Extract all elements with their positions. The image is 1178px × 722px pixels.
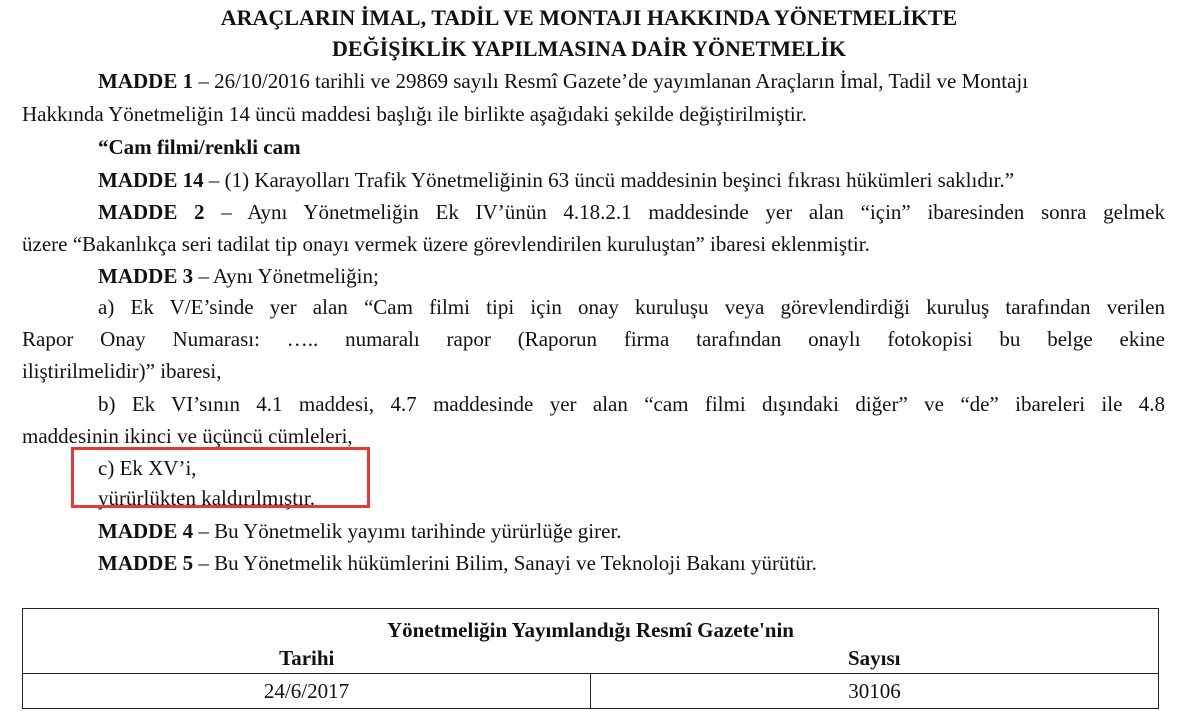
madde-3-b-line-1: b) Ek VI’sının 4.1 maddesi, 4.7 maddesinde yer alan “cam filmi dışındaki diğer” ve “de” ibareleri ile 4.8 bbox=[98, 392, 1165, 416]
madde-2-line-1: MADDE 2 – Aynı Yönetmeliğin Ek IV’ünün 4.18.2.1 maddesinde yer alan “için” ibaresinden sonra gelmek bbox=[98, 200, 1165, 224]
madde-14: MADDE 14 – (1) Karayolları Trafik Yönetmeliğinin 63 üncü maddesinin beşinci fıkrası hükümleri saklıdır.” bbox=[98, 168, 1015, 192]
madde-3-a-line-1: a) Ek V/E’sinde yer alan “Cam filmi tipi için onay kuruluşu veya görevlendirdiği kuruluş tarafından verilen bbox=[98, 295, 1165, 319]
quote-heading: “Cam filmi/renkli cam bbox=[98, 135, 301, 159]
madde-4: MADDE 4 – Bu Yönetmelik yayımı tarihinde yürürlüğe girer. bbox=[98, 519, 622, 543]
madde-3-c-line: c) Ek XV’i, bbox=[98, 456, 197, 480]
gazette-col-date: Tarihi bbox=[23, 643, 591, 674]
table-row bbox=[23, 674, 1159, 709]
gazette-number-value: 30106 bbox=[591, 674, 1159, 709]
highlight-box bbox=[71, 447, 370, 508]
madde-1-line-1: MADDE 1 – 26/10/2016 tarihli ve 29869 sayılı Resmî Gazete’de yayımlanan Araçların İmal, Tadil ve Montajı bbox=[98, 69, 1029, 93]
gazette-table-heading-row bbox=[23, 609, 1159, 644]
madde-1-line-2: Hakkında Yönetmeliğin 14 üncü maddesi başlığı ile birlikte aşağıdaki şekilde değiştirilmiştir. bbox=[22, 102, 807, 126]
madde-3-a-line-2: Rapor Onay Numarası: ….. numaralı rapor (Raporun firma tarafından onaylı fotokopisi bu belge ekine bbox=[22, 327, 1165, 351]
madde-3-a-line-3: iliştirilmelidir)” ibaresi, bbox=[22, 359, 222, 383]
gazette-date-value: 24/6/2017 bbox=[23, 674, 591, 709]
madde-1-label: MADDE 1 bbox=[98, 69, 194, 93]
title-line-1: ARAÇLARIN İMAL, TADİL VE MONTAJI HAKKINDA YÖNETMELİKTE bbox=[220, 5, 958, 30]
madde-2-line-2: üzere “Bakanlıkça seri tadilat tip onayı vermek üzere görevlendirilen kuruluştan” ibaresi eklenmiştir. bbox=[22, 232, 870, 256]
madde-4-label: MADDE 4 bbox=[98, 519, 194, 543]
madde-3-label: MADDE 3 bbox=[98, 264, 194, 288]
madde-5-label: MADDE 5 bbox=[98, 551, 194, 575]
gazette-col-number: Sayısı bbox=[591, 643, 1159, 674]
madde-3-closing: yürürlükten kaldırılmıştır. bbox=[98, 486, 315, 510]
gazette-table-header-row bbox=[23, 643, 1159, 674]
madde-3-intro: MADDE 3 – Aynı Yönetmeliğin; bbox=[98, 264, 379, 288]
title-line-2: DEĞİŞİKLİK YAPILMASINA DAİR YÖNETMELİK bbox=[331, 36, 847, 61]
madde-3-b-line-2: maddesinin ikinci ve üçüncü cümleleri, bbox=[22, 424, 353, 448]
gazette-table-heading: Yönetmeliğin Yayımlandığı Resmî Gazete'nin bbox=[23, 609, 1159, 644]
madde-2-label: MADDE 2 bbox=[98, 200, 205, 224]
gazette-table bbox=[22, 608, 1159, 709]
madde-5: MADDE 5 – Bu Yönetmelik hükümlerini Bilim, Sanayi ve Teknoloji Bakanı yürütür. bbox=[98, 551, 817, 575]
madde-14-label: MADDE 14 bbox=[98, 168, 204, 192]
